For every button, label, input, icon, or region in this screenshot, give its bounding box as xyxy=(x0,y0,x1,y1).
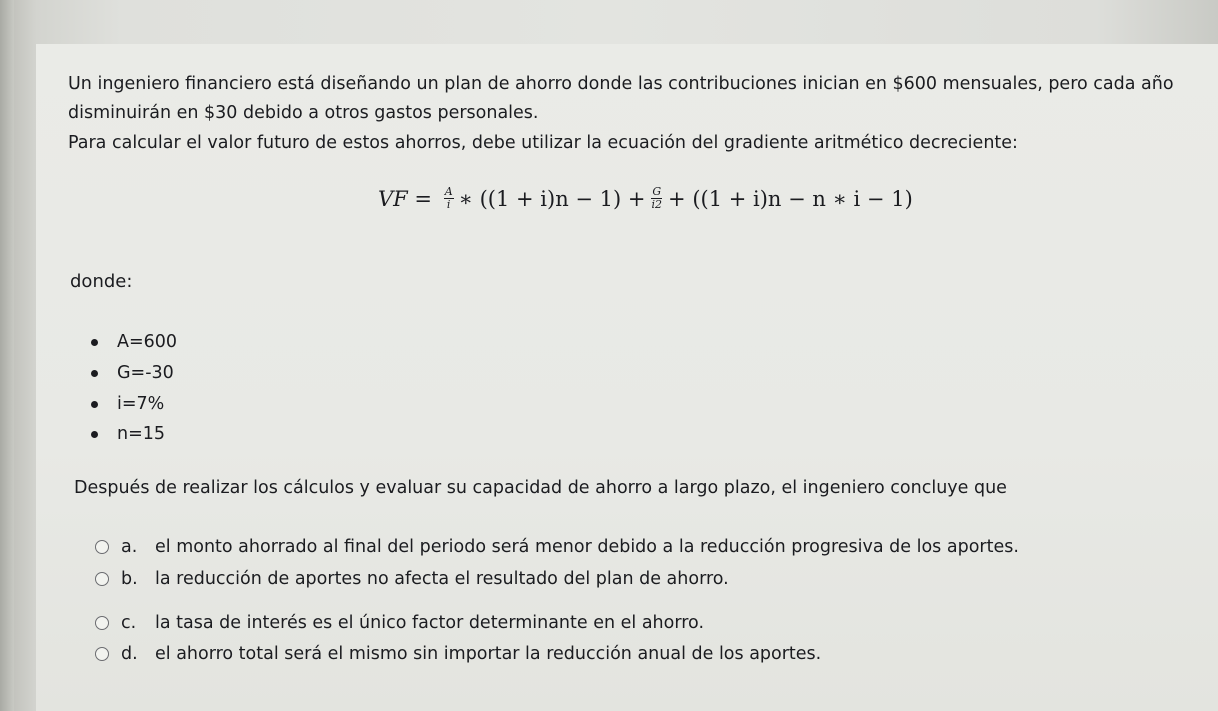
fraction-denominator: i2 xyxy=(651,198,663,211)
variable-item xyxy=(117,362,174,384)
question-text-line-3: Para calcular el valor futuro de estos ahorros, debe utilizar la ecuación del gradiente aritmético decreciente: xyxy=(68,133,1018,153)
formula-equals: = xyxy=(407,186,439,211)
fraction-numerator: G xyxy=(652,185,662,198)
question-text-line-1: Un ingeniero financiero está diseñando un plan de ahorro donde las contribuciones inician en $600 mensuales, pero cada año xyxy=(68,74,1174,94)
formula-term-1: ∗ ((1 + i)n − 1) + xyxy=(458,186,646,211)
question-text-line-2: disminuirán en $30 debido a otros gastos personales. xyxy=(68,103,539,123)
option-text: el monto ahorrado al final del periodo será menor debido a la reducción progresiva de los aportes. xyxy=(155,537,1019,557)
formula xyxy=(378,186,913,211)
bullet-icon xyxy=(91,370,98,377)
option-letter: d. xyxy=(121,644,138,664)
bullet-icon xyxy=(91,401,98,408)
option-text: el ahorro total será el mismo sin importar la reducción anual de los aportes. xyxy=(155,644,822,664)
bullet-icon xyxy=(91,431,98,438)
variable-item xyxy=(117,331,177,353)
formula-term-2: + ((1 + i)n − n ∗ i − 1) xyxy=(668,186,913,211)
option-letter: a. xyxy=(121,537,138,557)
radio-button[interactable] xyxy=(95,572,109,586)
variable-item xyxy=(117,423,165,445)
variable-text: G=-30 xyxy=(117,363,174,383)
radio-button[interactable] xyxy=(95,540,109,554)
variable-text: n=15 xyxy=(117,424,166,444)
variable-text: i=7% xyxy=(117,394,165,414)
radio-button[interactable] xyxy=(95,647,109,661)
variable-text: A=600 xyxy=(117,332,178,352)
radio-button[interactable] xyxy=(95,616,109,630)
fraction-denominator: i xyxy=(446,198,451,211)
option-text: la tasa de interés es el único factor determinante en el ahorro. xyxy=(155,613,705,633)
answer-option-a[interactable] xyxy=(95,535,1019,559)
option-letter: c. xyxy=(121,613,137,633)
option-text: la reducción de aportes no afecta el resultado del plan de ahorro. xyxy=(155,569,729,589)
answer-option-d[interactable] xyxy=(95,642,821,666)
option-letter: b. xyxy=(121,569,138,589)
donde-label: donde: xyxy=(70,271,133,292)
answer-option-c[interactable] xyxy=(95,611,704,635)
answer-option-b[interactable] xyxy=(95,567,729,591)
screen-edge xyxy=(0,0,14,711)
variable-item xyxy=(117,393,164,415)
bullet-icon xyxy=(91,339,98,346)
fraction-numerator: A xyxy=(444,185,453,198)
formula-fraction-a-over-i xyxy=(444,186,454,211)
conclusion-prompt: Después de realizar los cálculos y evaluar su capacidad de ahorro a largo plazo, el ingeniero concluye que xyxy=(74,478,1007,498)
formula-lhs: VF xyxy=(378,186,408,211)
formula-fraction-g-over-i2 xyxy=(651,186,664,211)
